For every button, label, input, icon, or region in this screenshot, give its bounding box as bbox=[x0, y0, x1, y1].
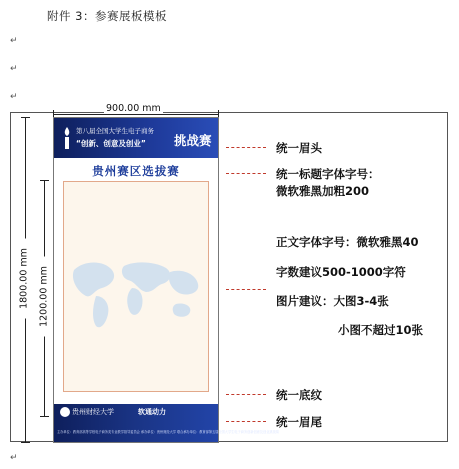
footer-organizers: 主办单位：教育部高等学校电子商务类专业教学指导委员会 承办单位：贵州财经大学 联合承办单位：教育部第五届全国大学生电子商务创新创意及创业挑战赛 bbox=[57, 430, 279, 434]
height-dimension-tick bbox=[21, 442, 30, 443]
height-dimension-tick bbox=[21, 117, 30, 118]
torch-logo-icon bbox=[60, 126, 74, 150]
annotation-title-font-spec: 微软雅黑加粗200 bbox=[276, 184, 370, 198]
content-height-dimension-tick bbox=[40, 180, 49, 181]
annotation-leader bbox=[226, 173, 266, 174]
attachment-heading: 附件 3：参赛展板模板 bbox=[47, 9, 167, 23]
header-challenge-title: 挑战赛 bbox=[174, 133, 212, 148]
annotation-leader bbox=[226, 147, 266, 148]
annotation-leader bbox=[226, 421, 266, 422]
annotation-leader bbox=[226, 289, 266, 290]
annotation-header: 统一眉头 bbox=[276, 141, 322, 155]
board-header bbox=[54, 118, 218, 158]
header-slogan: “创新、创意及创业” bbox=[76, 139, 146, 148]
annotation-footer: 统一眉尾 bbox=[276, 415, 322, 429]
annotation-word-count: 字数建议500-1000字符 bbox=[276, 265, 406, 279]
board-subtitle: 贵州赛区选拔赛 bbox=[92, 164, 180, 178]
annotation-small-images: 小图不超过10张 bbox=[338, 323, 424, 337]
width-dimension-line bbox=[53, 114, 219, 115]
footer-university-logo: 贵州财经大学 bbox=[72, 408, 114, 416]
content-height-dimension-label: 1200.00 mm bbox=[39, 257, 50, 337]
paragraph-mark: ↵ bbox=[10, 453, 18, 463]
exhibition-board bbox=[53, 117, 279, 443]
annotation-body-font: 正文字体字号：微软雅黑40 bbox=[276, 235, 419, 249]
paragraph-mark: ↵ bbox=[10, 92, 18, 102]
content-height-dimension-tick bbox=[40, 416, 49, 417]
paragraph-mark: ↵ bbox=[10, 36, 18, 46]
width-dimension-label: 900.00 mm bbox=[106, 103, 161, 114]
height-dimension-label: 1800.00 mm bbox=[19, 239, 30, 319]
world-map-watermark-icon bbox=[66, 252, 206, 332]
paragraph-mark: ↵ bbox=[10, 64, 18, 74]
annotation-leader bbox=[226, 394, 266, 395]
annotation-background: 统一底纹 bbox=[276, 388, 322, 402]
university-emblem-icon bbox=[60, 407, 70, 417]
annotation-title-font: 统一标题字体字号： bbox=[276, 167, 380, 181]
footer-sponsor-logo: 软通动力 bbox=[138, 408, 166, 416]
board-content-area bbox=[63, 181, 209, 392]
board-footer bbox=[54, 404, 279, 442]
annotation-large-images: 图片建议：大图3-4张 bbox=[276, 294, 389, 308]
header-event-name: 第八届全国大学生电子商务 bbox=[76, 127, 154, 135]
